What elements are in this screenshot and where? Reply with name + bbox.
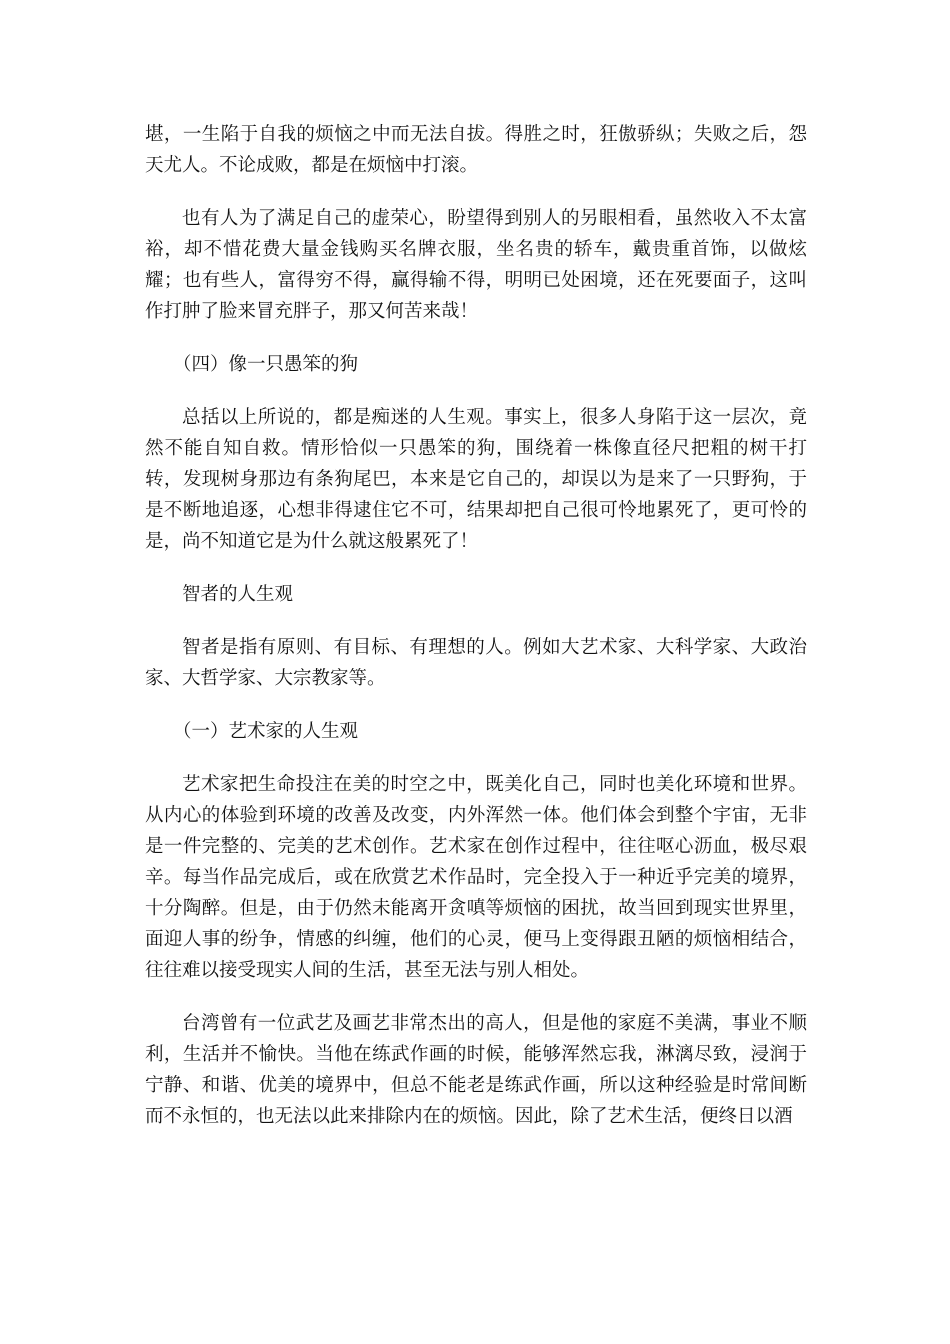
section-heading-wise-outlook: 智者的人生观 <box>182 584 294 605</box>
section-heading-artist: （一）艺术家的人生观 <box>173 721 359 742</box>
paragraph-vanity: 也有人为了满足自己的虚荣心，盼望得到别人的另眼相看，虽然收入不太富裕，却不惜花费大量金钱购买名牌衣服，坐名贵的轿车，戴贵重首饰，以做炫耀；也有些人，富得穷不得，赢得输不得，明明已处困境，还在死要面子，这叫作打肿了脸来冒充胖子，那又何苦来哉！ <box>145 208 807 322</box>
paragraph-continuation: 堪，一生陷于自我的烦恼之中而无法自拔。得胜之时，狂傲骄纵；失败之后，怨天尤人。不论成败，都是在烦恼中打滚。 <box>145 124 807 176</box>
document-body <box>145 119 807 1154</box>
paragraph-foolish-dog: 总括以上所说的，都是痴迷的人生观。事实上，很多人身陷于这一层次，竟然不能自知自救。情形恰似一只愚笨的狗，围绕着一株像直径尺把粗的树干打转，发现树身那边有条狗尾巴，本来是它自己的，却误以为是来了一只野狗，于是不断地追逐，心想非得逮住它不可，结果却把自己很可怜地累死了，更可怜的是，尚不知道它是为什么就这般累死了！ <box>145 407 807 552</box>
paragraph-taiwan-master: 台湾曾有一位武艺及画艺非常杰出的高人，但是他的家庭不美满，事业不顺利，生活并不愉快。当他在练武作画的时候，能够浑然忘我，淋漓尽致，浸润于宁静、和谐、优美的境界中，但总不能老是练武作画，所以这种经验是时常间断而不永恒的，也无法以此来排除内在的烦恼。因此，除了艺术生活，便终日以酒 <box>145 1013 807 1127</box>
paragraph-wise-definition: 智者是指有原则、有目标、有理想的人。例如大艺术家、大科学家、大政治家、大哲学家、大宗教家等。 <box>145 637 807 689</box>
section-heading-foolish-dog: （四）像一只愚笨的狗 <box>173 354 359 375</box>
paragraph-artist: 艺术家把生命投注在美的时空之中，既美化自己，同时也美化环境和世界。从内心的体验到环境的改善及改变，内外浑然一体。他们体会到整个宇宙，无非是一件完整的、完美的艺术创作。艺术家在创作过程中，往往呕心沥血，极尽艰辛。每当作品完成后，或在欣赏艺术作品时，完全投入于一种近乎完美的境界，十分陶醉。但是，由于仍然未能离开贪嗔等烦恼的困扰，故当回到现实世界里，面迎人事的纷争，情感的纠缠，他们的心灵，便马上变得跟丑陋的烦恼相结合，往往难以接受现实人间的生活，甚至无法与别人相处。 <box>145 774 807 981</box>
